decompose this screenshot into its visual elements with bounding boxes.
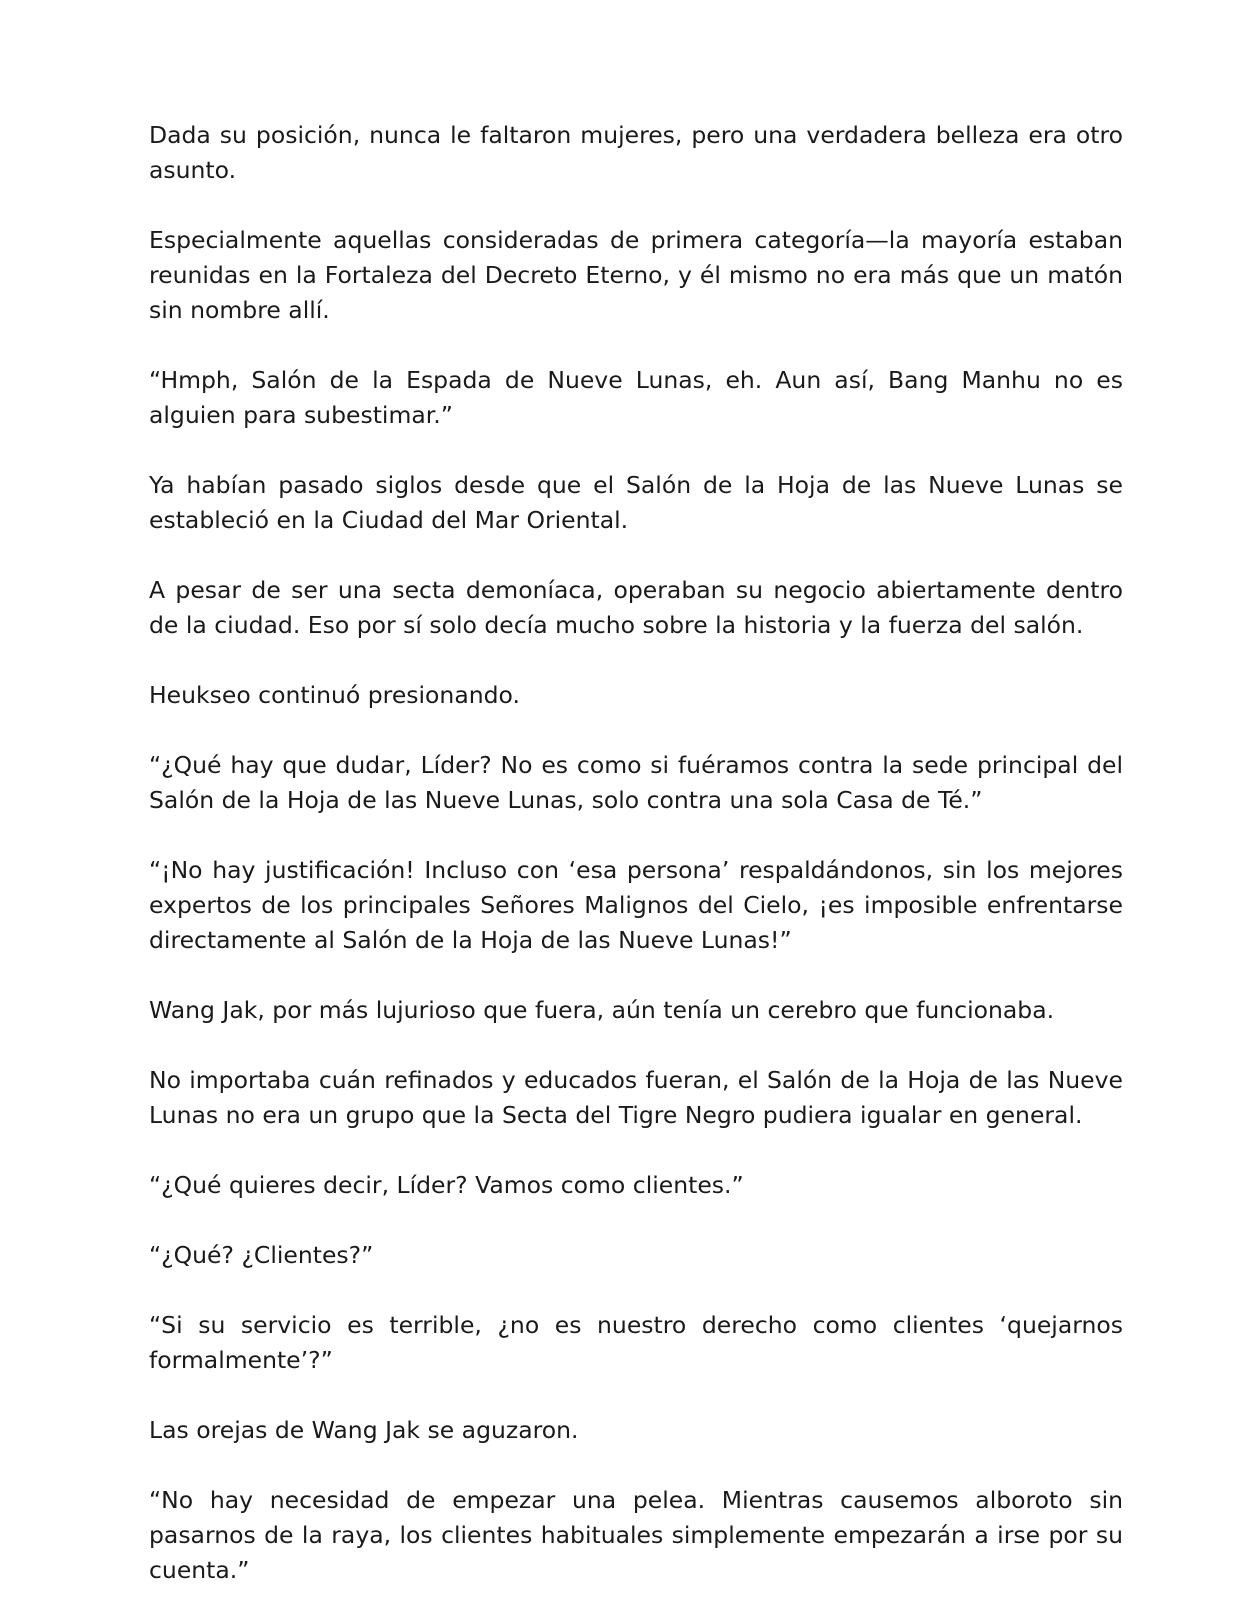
paragraph-9: Wang Jak, por más lujurioso que fuera, aún tenía un cerebro que funcionaba.: [149, 996, 1055, 1024]
paragraph-10: No importaba cuán refinados y educados fueran, el Salón de la Hoja de las Nueve Lunas no era un grupo que la Secta del Tigre Negro pudiera igualar en general.: [149, 1066, 1123, 1129]
paragraph-12: “¿Qué? ¿Clientes?”: [149, 1241, 374, 1269]
document-body: [149, 118, 1123, 1623]
paragraph-5: A pesar de ser una secta demoníaca, operaban su negocio abiertamente dentro de la ciudad. Eso por sí solo decía mucho sobre la historia y la fuerza del salón.: [149, 576, 1123, 639]
paragraph-2: Especialmente aquellas consideradas de primera categoría—la mayoría estaban reunidas en la Fortaleza del Decreto Eterno, y él mismo no era más que un matón sin nombre allí.: [149, 226, 1123, 324]
paragraph-11: “¿Qué quieres decir, Líder? Vamos como clientes.”: [149, 1171, 744, 1199]
paragraph-3: “Hmph, Salón de la Espada de Nueve Lunas, eh. Aun así, Bang Manhu no es alguien para subestimar.”: [149, 366, 1123, 429]
paragraph-15: “No hay necesidad de empezar una pelea. Mientras causemos alboroto sin pasarnos de la raya, los clientes habituales simplemente empezarán a irse por su cuenta.”: [149, 1486, 1123, 1584]
paragraph-8: “¡No hay justificación! Incluso con ‘esa persona’ respaldándonos, sin los mejores expertos de los principales Señores Malignos del Cielo, ¡es imposible enfrentarse directamente al Salón de la Hoja de las Nueve Lunas!”: [149, 856, 1123, 954]
paragraph-6: Heukseo continuó presionando.: [149, 681, 520, 709]
paragraph-14: Las orejas de Wang Jak se aguzaron.: [149, 1416, 579, 1444]
paragraph-13: “Si su servicio es terrible, ¿no es nuestro derecho como clientes ‘quejarnos formalmente’?”: [149, 1311, 1123, 1374]
paragraph-1: Dada su posición, nunca le faltaron mujeres, pero una verdadera belleza era otro asunto.: [149, 121, 1123, 184]
paragraph-7: “¿Qué hay que dudar, Líder? No es como si fuéramos contra la sede principal del Salón de la Hoja de las Nueve Lunas, solo contra una sola Casa de Té.”: [149, 751, 1123, 814]
paragraph-4: Ya habían pasado siglos desde que el Salón de la Hoja de las Nueve Lunas se estableció en la Ciudad del Mar Oriental.: [149, 471, 1123, 534]
